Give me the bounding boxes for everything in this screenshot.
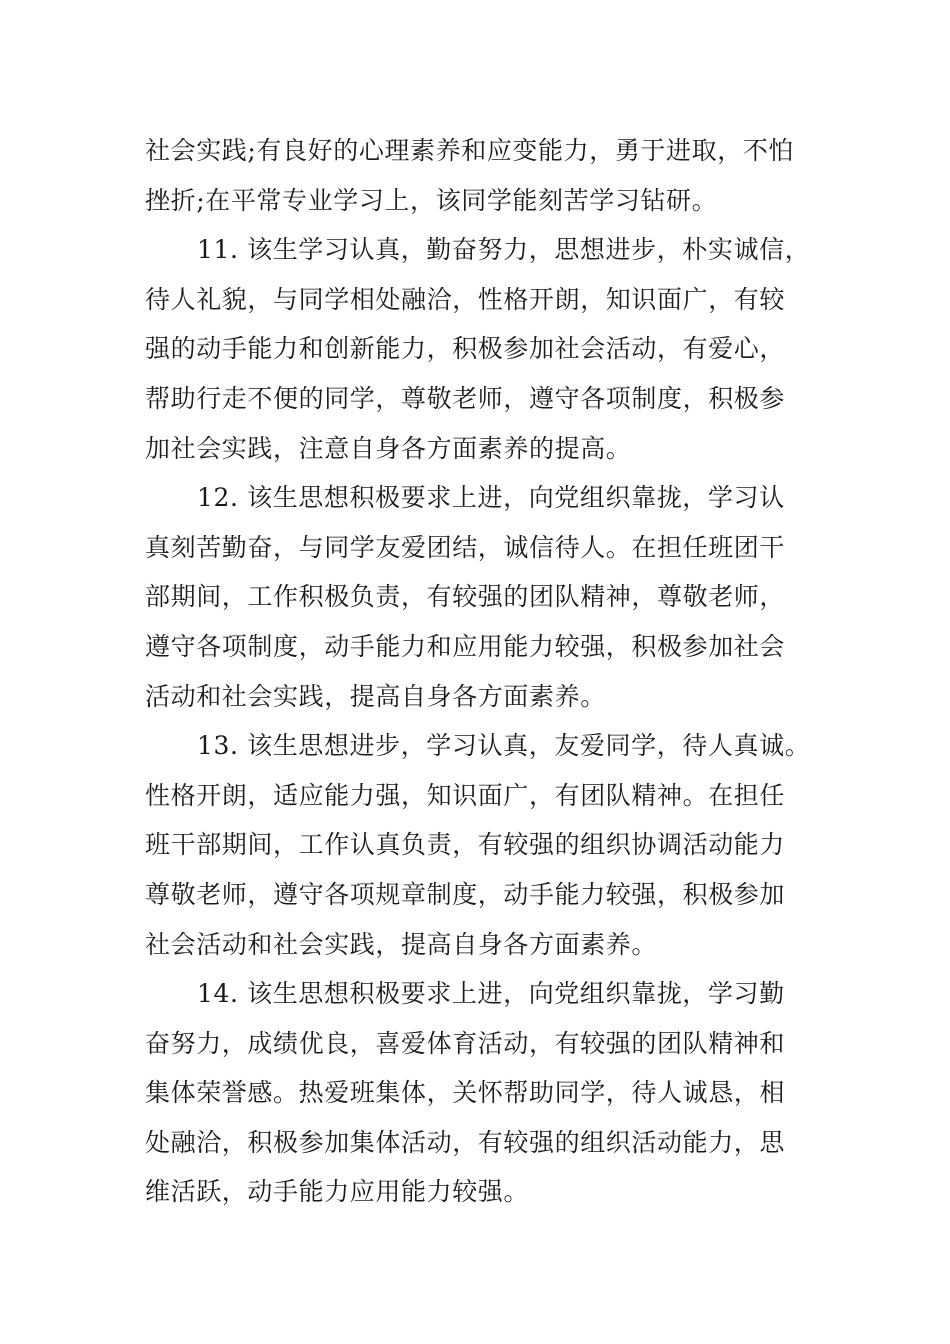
text-line: 班干部期间，工作认真负责，有较强的组织协调活动能力: [145, 830, 786, 860]
text-line: 社会活动和社会实践，提高自身各方面素养。: [145, 929, 658, 959]
document-body: [145, 126, 835, 1217]
text-line: 尊敬老师，遵守各项规章制度，动手能力较强，积极参加: [145, 879, 786, 909]
text-line: 处融洽，积极参加集体活动，有较强的组织活动能力，思: [145, 1127, 786, 1157]
text-line: 奋努力，成绩优良，喜爱体育活动，有较强的团队精神和: [145, 1028, 786, 1058]
text-line: 部期间，工作积极负责，有较强的团队精神，尊敬老师，: [145, 582, 786, 612]
paragraph-start-12: 12. 该生思想积极要求上进，向党组织靠拢，学习认: [197, 483, 785, 513]
text-line: 加社会实践，注意自身各方面素养的提高。: [145, 433, 632, 463]
paragraph-start-13: 13. 该生思想进步，学习认真，友爱同学，待人真诚。: [197, 731, 811, 761]
paragraph-start-11: 11. 该生学习认真，勤奋努力，思想进步，朴实诚信，: [197, 235, 811, 265]
text-line: 社会实践;有良好的心理素养和应变能力，勇于进取，不怕: [145, 136, 795, 165]
text-line: 挫折;在平常专业学习上，该同学能刻苦学习钻研。: [145, 185, 718, 215]
text-line: 强的动手能力和创新能力，积极参加社会活动，有爱心，: [145, 334, 786, 364]
text-line: 帮助行走不便的同学，尊敬老师，遵守各项制度，积极参: [145, 383, 786, 413]
text-line: 真刻苦勤奋，与同学友爱团结，诚信待人。在担任班团干: [145, 532, 786, 562]
text-line: 集体荣誉感。热爱班集体，关怀帮助同学，待人诚恳，相: [145, 1078, 786, 1108]
text-line: 性格开朗，适应能力强，知识面广，有团队精神。在担任: [145, 780, 786, 810]
paragraph-start-14: 14. 该生思想积极要求上进，向党组织靠拢，学习勤: [197, 979, 785, 1009]
text-line: 维活跃，动手能力应用能力较强。: [145, 1177, 530, 1207]
text-line: 待人礼貌，与同学相处融洽，性格开朗，知识面广，有较: [145, 284, 786, 314]
text-line: 遵守各项制度，动手能力和应用能力较强，积极参加社会: [145, 631, 786, 661]
text-line: 活动和社会实践，提高自身各方面素养。: [145, 681, 606, 711]
